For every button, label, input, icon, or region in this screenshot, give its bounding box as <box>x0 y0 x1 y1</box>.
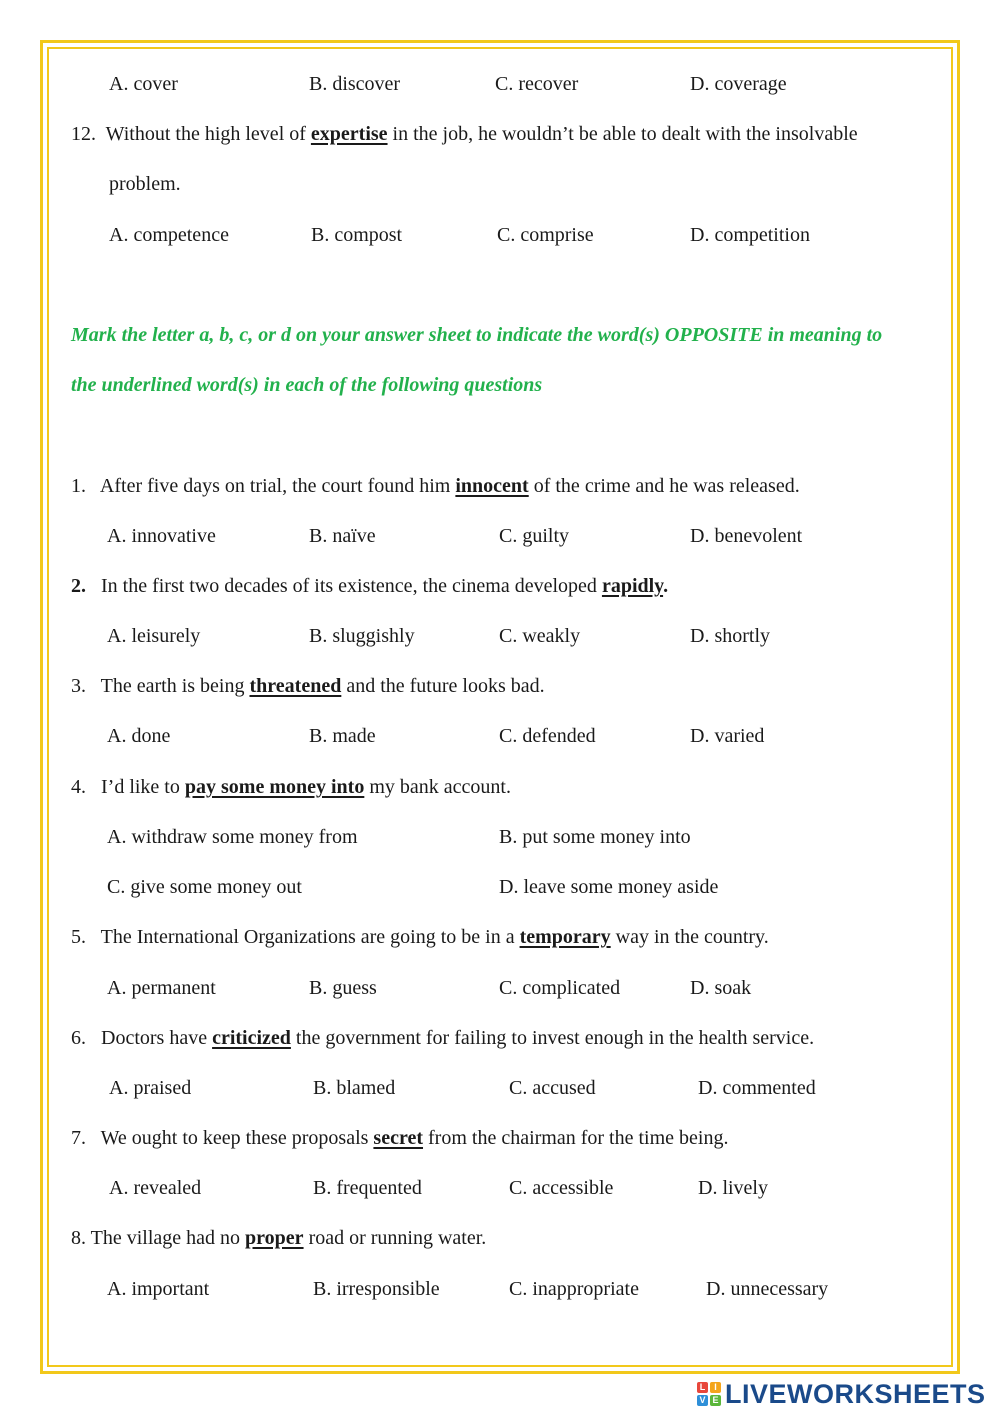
option-b[interactable]: B. sluggishly <box>309 625 415 647</box>
question-text <box>71 775 511 799</box>
question-pre: In the first two decades of its existence, the cinema developed <box>101 575 597 597</box>
question-pre: The village had no <box>90 1227 241 1249</box>
underlined-keyword: secret <box>373 1127 424 1149</box>
option-d[interactable]: D. commented <box>698 1077 816 1099</box>
option-a[interactable]: A. competence <box>109 224 229 246</box>
question-pre: The International Organizations are going to be in a <box>100 926 515 948</box>
option-a[interactable]: A. revealed <box>109 1177 202 1199</box>
option-a[interactable]: A. important <box>107 1278 210 1300</box>
option-d[interactable]: D. benevolent <box>690 525 803 547</box>
question-post: way in the country. <box>615 926 769 948</box>
option-b[interactable]: B. put some money into <box>499 826 691 848</box>
option-a[interactable]: A. cover <box>109 73 178 95</box>
option-a[interactable]: A. innovative <box>107 525 216 547</box>
option-c[interactable]: C. comprise <box>497 224 594 246</box>
option-d[interactable]: D. leave some money aside <box>499 876 719 898</box>
question-number: 5. <box>71 926 86 948</box>
option-b[interactable]: B. frequented <box>313 1177 422 1199</box>
option-d[interactable]: D. unnecessary <box>706 1278 829 1300</box>
question-post: the government for failing to invest enough in the health service. <box>295 1027 815 1049</box>
question-number: 12. <box>71 123 96 145</box>
option-a[interactable]: A. praised <box>109 1077 192 1099</box>
option-d[interactable]: D. varied <box>690 725 765 747</box>
option-b[interactable]: B. made <box>309 725 376 747</box>
underlined-keyword: innocent <box>455 475 529 497</box>
question-text <box>71 474 800 498</box>
underlined-keyword: temporary <box>519 926 611 948</box>
option-c[interactable]: C. weakly <box>499 625 581 647</box>
logo-text: LIVEWORKSHEETS <box>725 1378 986 1409</box>
option-a[interactable]: A. done <box>107 725 171 747</box>
question-pre: We ought to keep these proposals <box>100 1127 369 1149</box>
question-number: 2. <box>71 575 86 597</box>
question-number: 4. <box>71 776 86 798</box>
question-text <box>71 1226 486 1250</box>
question-number: 1. <box>71 475 86 497</box>
question-12-text <box>71 122 858 146</box>
option-d[interactable]: D. shortly <box>690 625 770 647</box>
option-b[interactable]: B. irresponsible <box>313 1278 440 1300</box>
question-text <box>71 674 545 698</box>
option-d[interactable]: D. competition <box>690 224 810 246</box>
question-post: and the future looks bad. <box>346 675 545 697</box>
question-post: my bank account. <box>369 776 511 798</box>
question-post: of the crime and he was released. <box>533 475 800 497</box>
option-c[interactable]: C. accused <box>509 1077 596 1099</box>
option-c[interactable]: C. complicated <box>499 977 621 999</box>
option-b[interactable]: B. guess <box>309 977 377 999</box>
option-b[interactable]: B. compost <box>311 224 403 246</box>
option-c[interactable]: C. defended <box>499 725 596 747</box>
option-c[interactable]: C. recover <box>495 73 579 95</box>
question-text <box>71 1026 814 1050</box>
question-post: from the chairman for the time being. <box>428 1127 729 1149</box>
question-number: 3. <box>71 675 86 697</box>
question-12-continuation: problem. <box>109 173 181 195</box>
question-number: 6. <box>71 1027 86 1049</box>
question-text <box>71 925 769 949</box>
question-pre: Without the high level of <box>105 123 306 145</box>
option-d[interactable]: D. soak <box>690 977 752 999</box>
instruction-line-1: Mark the letter a, b, c, or d on your answer sheet to indicate the word(s) OPPOSITE in meaning to <box>71 324 883 346</box>
liveworksheets-logo[interactable] <box>697 1378 986 1410</box>
question-text <box>71 1126 728 1150</box>
option-b[interactable]: B. blamed <box>313 1077 396 1099</box>
instruction-line-2: the underlined word(s) in each of the following questions <box>71 374 543 396</box>
question-number: 8. <box>71 1227 86 1249</box>
underlined-keyword: threatened <box>249 675 342 697</box>
underlined-keyword: pay some money into <box>184 776 365 798</box>
question-pre: Doctors have <box>101 1027 208 1049</box>
question-post: . <box>663 575 669 597</box>
question-pre: The earth is being <box>100 675 245 697</box>
underlined-keyword: criticized <box>212 1027 291 1049</box>
underlined-keyword: proper <box>245 1227 304 1249</box>
underlined-keyword: rapidly <box>601 575 664 597</box>
question-number: 7. <box>71 1127 86 1149</box>
question-pre: After five days on trial, the court found him <box>99 475 451 497</box>
option-d[interactable]: D. lively <box>698 1177 768 1199</box>
option-a[interactable]: A. withdraw some money from <box>107 826 358 848</box>
option-c[interactable]: C. guilty <box>499 525 570 547</box>
liveworksheets-logo-icon: L I V E <box>697 1382 721 1406</box>
option-c[interactable]: C. inappropriate <box>509 1278 639 1300</box>
question-post: road or running water. <box>308 1227 487 1249</box>
question-text <box>71 574 668 598</box>
option-c[interactable]: C. accessible <box>509 1177 614 1199</box>
underlined-keyword: expertise <box>310 123 388 145</box>
option-a[interactable]: A. permanent <box>107 977 216 999</box>
option-c[interactable]: C. give some money out <box>107 876 302 898</box>
option-b[interactable]: B. discover <box>309 73 401 95</box>
question-post: in the job, he wouldn’t be able to dealt with the insolvable <box>392 123 858 145</box>
option-d[interactable]: D. coverage <box>690 73 787 95</box>
option-b[interactable]: B. naïve <box>309 525 376 547</box>
option-a[interactable]: A. leisurely <box>107 625 201 647</box>
question-pre: I’d like to <box>101 776 180 798</box>
